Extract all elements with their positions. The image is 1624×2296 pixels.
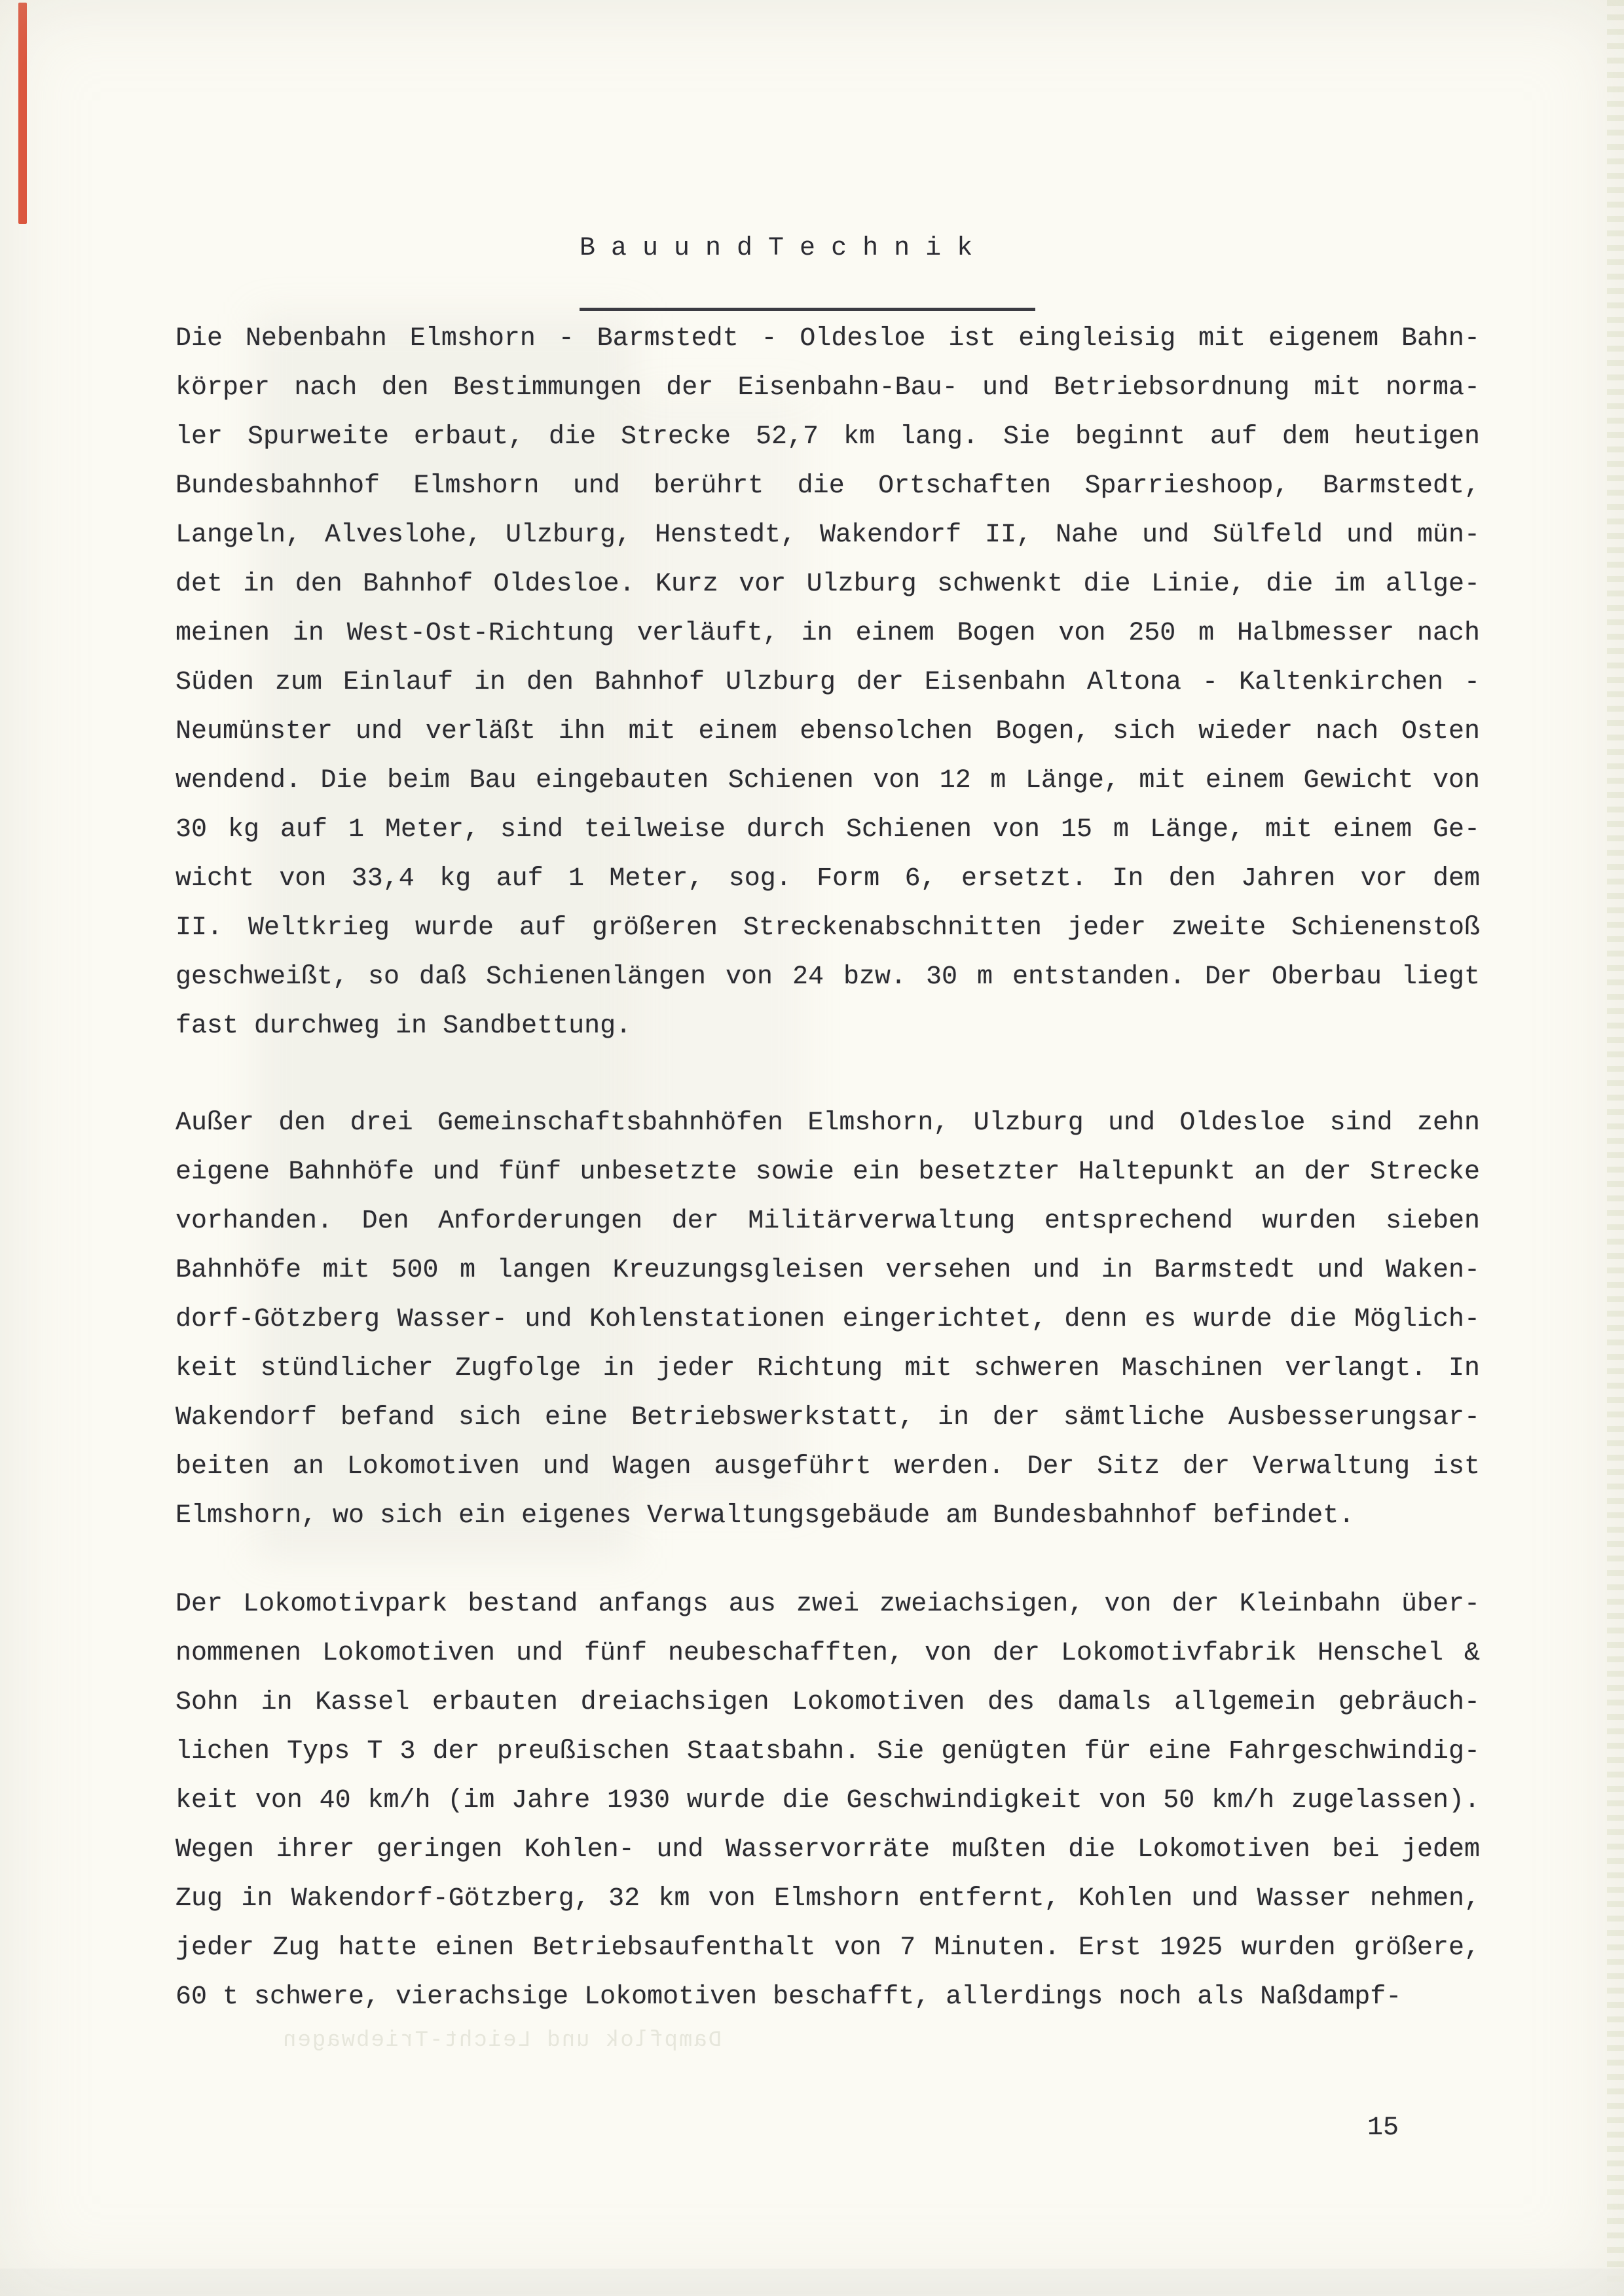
text-line: eigene Bahnhöfe und fünf unbesetzte sowie ein besetzter Haltepunkt an der Strecke [175,1157,1480,1187]
text-line: beiten an Lokomotiven und Wagen ausgeführt werden. Der Sitz der Verwaltung ist [175,1452,1480,1482]
text-line: wendend. Die beim Bau eingebauten Schienen von 12 m Länge, mit einem Gewicht von [175,766,1480,795]
text-line: geschweißt, so daß Schienenlängen von 24 bzw. 30 m entstanden. Der Oberbau liegt [175,962,1480,992]
paragraph [175,1099,1480,1540]
page-edge-texture [1607,0,1624,2296]
text-line: dorf-Götzberg Wasser- und Kohlenstationen eingerichtet, denn es wurde die Möglich- [175,1305,1480,1334]
text-line: Elmshorn, wo sich ein eigenes Verwaltungsgebäude am Bundesbahnhof befindet. [175,1501,1355,1531]
text-line: keit stündlicher Zugfolge in jeder Richtung mit schweren Maschinen verlangt. In [175,1354,1480,1383]
text-line: 30 kg auf 1 Meter, sind teilweise durch Schienen von 15 m Länge, mit einem Ge- [175,815,1480,845]
text-line: ler Spurweite erbaut, die Strecke 52,7 km lang. Sie beginnt auf dem heutigen [175,422,1480,452]
text-line: det in den Bahnhof Oldesloe. Kurz vor Ulzburg schwenkt die Linie, die im allge- [175,570,1480,599]
text-line: Wakendorf befand sich eine Betriebswerkstatt, in der sämtliche Ausbesserungsar- [175,1403,1480,1432]
text-line: meinen in West-Ost-Richtung verläuft, in einem Bogen von 250 m Halbmesser nach [175,619,1480,648]
text-line: Der Lokomotivpark bestand anfangs aus zwei zweiachsigen, von der Kleinbahn über- [175,1590,1480,1619]
text-line: lichen Typs T 3 der preußischen Staatsbahn. Sie genügten für eine Fahrgeschwindig- [175,1737,1480,1766]
text-line: Wegen ihrer geringen Kohlen- und Wasservorräte mußten die Lokomotiven bei jedem [175,1835,1480,1865]
text-line: Langeln, Alveslohe, Ulzburg, Henstedt, Wakendorf II, Nahe und Sülfeld und mün- [175,520,1480,550]
scan-artifact-red-mark [18,3,27,224]
text-line: Außer den drei Gemeinschaftsbahnhöfen Elmshorn, Ulzburg und Oldesloe sind zehn [175,1108,1480,1138]
text-line: Zug in Wakendorf-Götzberg, 32 km von Elmshorn entfernt, Kohlen und Wasser nehmen, [175,1884,1480,1914]
text-line: Bahnhöfe mit 500 m langen Kreuzungsgleisen versehen und in Barmstedt und Waken- [175,1256,1480,1285]
text-line: fast durchweg in Sandbettung. [175,1011,632,1041]
paragraph [175,1580,1480,2022]
title-underline [580,308,1035,311]
text-line: vorhanden. Den Anforderungen der Militärverwaltung entsprechend wurden sieben [175,1207,1480,1236]
section-title: B a u u n d T e c h n i k [580,234,973,263]
paragraph [175,314,1480,1051]
text-line: wicht von 33,4 kg auf 1 Meter, sog. Form 6, ersetzt. In den Jahren vor dem [175,864,1480,894]
text-line: körper nach den Bestimmungen der Eisenbahn-Bau- und Betriebsordnung mit norma- [175,373,1480,403]
text-line: Neumünster und verläßt ihn mit einem ebensolchen Bogen, sich wieder nach Osten [175,717,1480,746]
text-line: jeder Zug hatte einen Betriebsaufenthalt von 7 Minuten. Erst 1925 wurden größere, [175,1933,1480,1963]
text-line: keit von 40 km/h (im Jahre 1930 wurde die Geschwindigkeit von 50 km/h zugelassen). [175,1786,1480,1815]
text-line: Süden zum Einlauf in den Bahnhof Ulzburg der Eisenbahn Altona - Kaltenkirchen - [175,668,1480,697]
text-line: 60 t schwere, vierachsige Lokomotiven beschafft, allerdings noch als Naßdampf- [175,1982,1402,2012]
text-line: II. Weltkrieg wurde auf größeren Streckenabschnitten jeder zweite Schienenstoß [175,913,1480,943]
text-line: Die Nebenbahn Elmshorn - Barmstedt - Oldesloe ist eingleisig mit eigenem Bahn- [175,324,1480,354]
text-line: nommenen Lokomotiven und fünf neubeschafften, von der Lokomotivfabrik Henschel & [175,1639,1480,1668]
page-number: 15 [1367,2113,1399,2143]
text-line: Bundesbahnhof Elmshorn und berührt die Ortschaften Sparrieshoop, Barmstedt, [175,471,1480,501]
bleed-through-text: Dampflok und Leicht-Triebwagen [282,2028,722,2053]
scan-bottom-edge [0,2269,1624,2296]
text-line: Sohn in Kassel erbauten dreiachsigen Lokomotiven des damals allgemein gebräuch- [175,1688,1480,1717]
